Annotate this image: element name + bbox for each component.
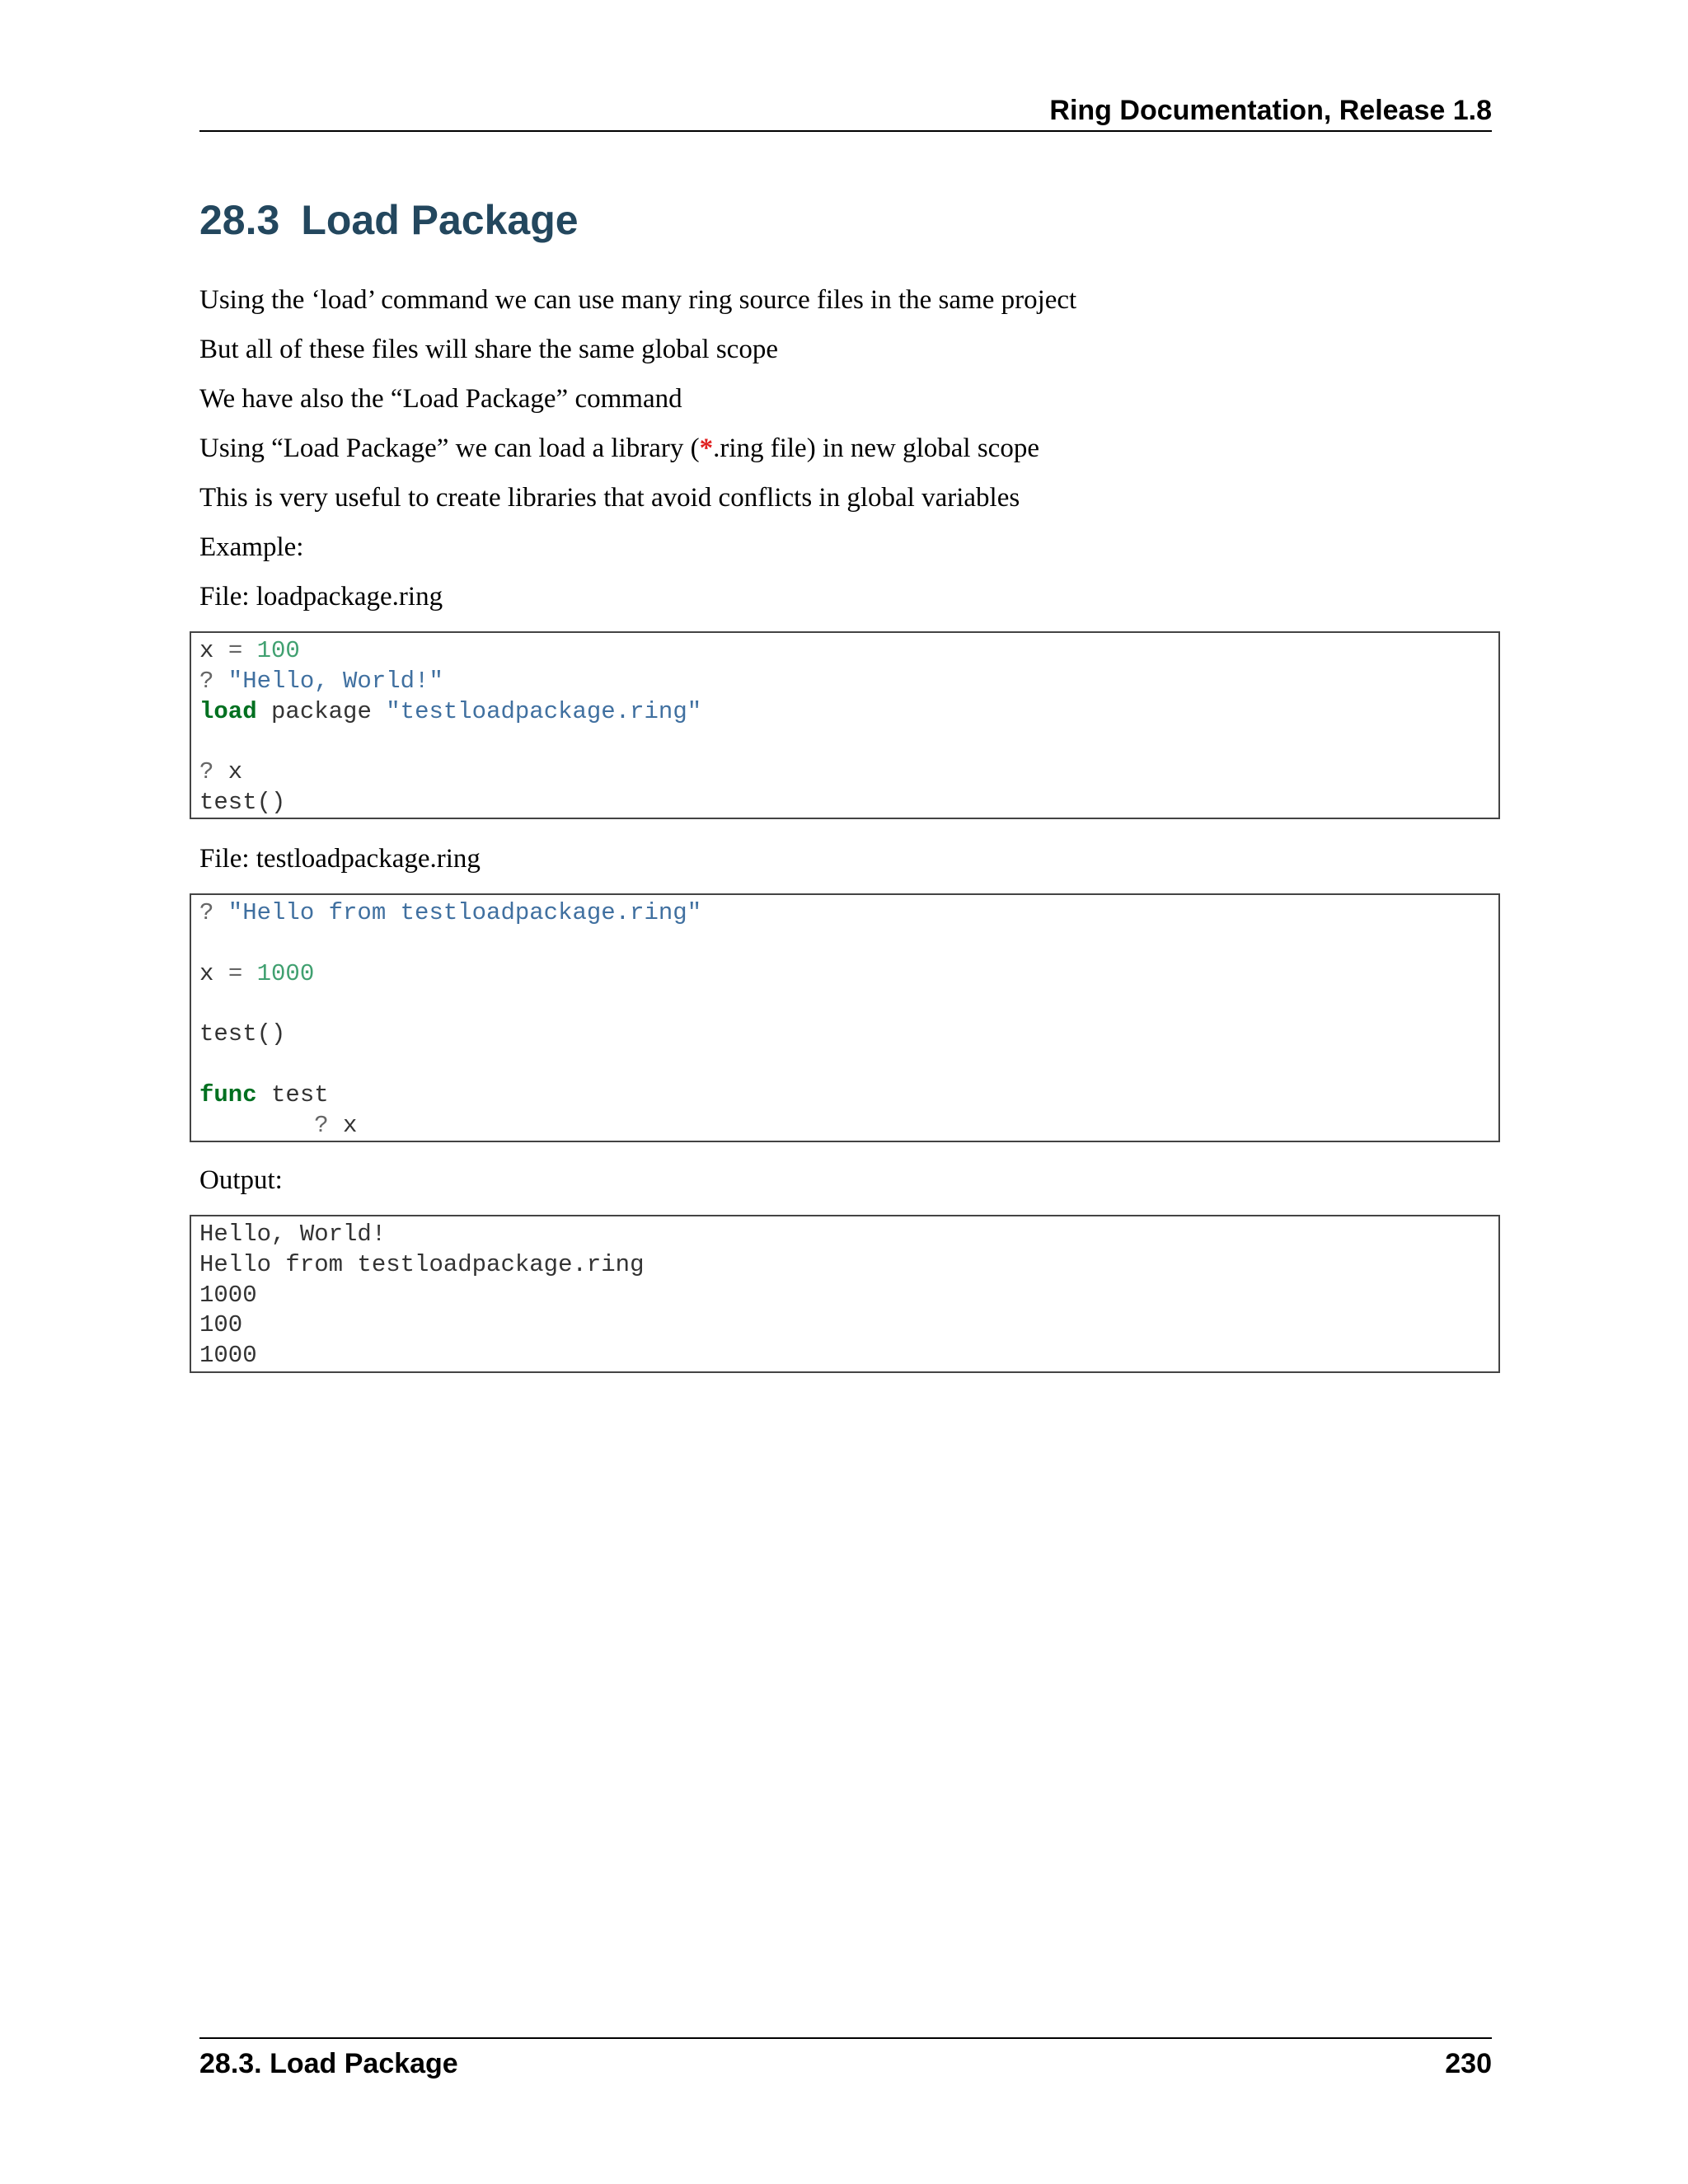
document-title: Ring Documentation, Release 1.8 — [1049, 95, 1492, 126]
code-token: "Hello from testloadpackage.ring" — [213, 899, 702, 926]
code-token: load — [199, 697, 257, 725]
code-token: package — [256, 697, 387, 725]
paragraph-new-global-scope — [199, 432, 1039, 465]
code-block-testloadpackage — [190, 893, 1500, 1142]
section-heading — [199, 191, 579, 249]
paragraph-text: Using “Load Package” we can load a library ( — [199, 434, 700, 463]
code-line — [199, 1111, 1490, 1141]
output-line: 1000 — [199, 1342, 257, 1370]
code-line — [199, 898, 1490, 929]
code-token: func — [199, 1080, 257, 1108]
section-title: Load Package — [301, 197, 579, 243]
page-header — [199, 89, 1492, 132]
code-token: "Hello, World!" — [213, 667, 443, 695]
code-line — [199, 1019, 1490, 1050]
code-token: test — [256, 1080, 329, 1108]
footer-section-reference: 28.3. Load Package — [199, 2048, 458, 2079]
code-token: x — [328, 1111, 358, 1139]
code-line — [199, 636, 1490, 667]
code-line — [199, 1080, 1490, 1111]
code-token — [199, 1112, 314, 1139]
code-token: 100 — [242, 637, 300, 664]
paragraph-text: .ring file) in new global scope — [713, 434, 1039, 463]
code-token: 1000 — [242, 959, 315, 987]
code-line — [199, 757, 1490, 788]
code-line — [199, 697, 1490, 728]
output-line: 100 — [199, 1311, 243, 1339]
wildcard-star: * — [699, 434, 714, 463]
output-line: Hello from testloadpackage.ring — [199, 1250, 645, 1278]
code-line — [199, 727, 1490, 757]
code-line — [199, 667, 1490, 697]
code-token: ? — [199, 667, 214, 695]
code-token: = — [227, 637, 243, 664]
code-token: ? — [199, 899, 214, 926]
code-token: test() — [199, 1020, 286, 1048]
page-number: 230 — [1445, 2048, 1492, 2079]
paragraph-avoid-conflicts: This is very useful to create libraries that avoid conflicts in global variables — [199, 483, 1020, 513]
section-number: 28.3 — [199, 197, 280, 243]
output-line: Hello, World! — [199, 1221, 387, 1248]
code-line — [199, 929, 1490, 959]
paragraph-global-scope: But all of these files will share the same global scope — [199, 335, 778, 364]
code-token: ? — [199, 758, 214, 786]
code-token: test() — [199, 788, 286, 816]
output-block — [190, 1215, 1500, 1373]
code-block-loadpackage — [190, 631, 1500, 819]
code-token: "testloadpackage.ring" — [386, 697, 702, 725]
file-label-loadpackage: File: loadpackage.ring — [199, 582, 443, 612]
code-line — [199, 959, 1490, 990]
output-label: Output: — [199, 1165, 283, 1195]
code-line — [199, 989, 1490, 1019]
paragraph-load-command: Using the ‘load’ command we can use many ring source files in the same project — [199, 285, 1077, 315]
code-token: x — [199, 637, 228, 664]
code-token: x — [213, 758, 243, 786]
code-token: ? — [314, 1111, 329, 1139]
file-label-testloadpackage: File: testloadpackage.ring — [199, 844, 481, 874]
code-line — [199, 788, 1490, 818]
code-line — [199, 1050, 1490, 1080]
page-footer — [199, 2037, 1492, 2087]
code-token: x — [199, 959, 228, 987]
example-label: Example: — [199, 532, 304, 562]
code-token: = — [227, 959, 243, 987]
output-line: 1000 — [199, 1281, 257, 1309]
paragraph-load-package-command: We have also the “Load Package” command — [199, 384, 682, 414]
